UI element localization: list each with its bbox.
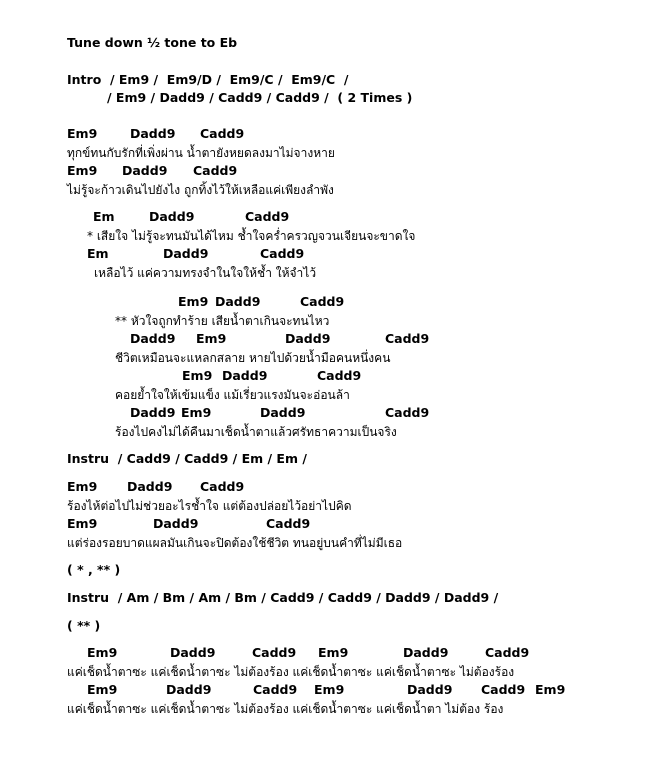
chord: Em9 [318, 645, 349, 660]
instrumental-1: Instru / Cadd9 / Cadd9 / Em / Em / [67, 451, 307, 466]
chord: Dadd9 [407, 682, 453, 697]
chord: Dadd9 [163, 246, 209, 261]
chord: Em9 [178, 294, 209, 309]
repeat-marker-1: ( * , ** ) [67, 562, 121, 577]
chord: Dadd9 [153, 516, 199, 531]
chord: Em [93, 209, 115, 224]
chord: Em9 [87, 645, 118, 660]
chord: Cadd9 [193, 163, 238, 178]
chord: Cadd9 [253, 682, 298, 697]
chord: Dadd9 [403, 645, 449, 660]
lyric-line: ชีวิตเหมือนจะแหลกสลาย หายไปด้วยน้ำมือคนหนึ่งคน [115, 351, 391, 365]
chord: Dadd9 [166, 682, 212, 697]
chord: Dadd9 [215, 294, 261, 309]
chord: Em9 [196, 331, 227, 346]
chord: Em [87, 246, 109, 261]
lyric-line: ร้องไปคงไม่ได้คืนมาเช็ดน้ำตาแล้วศรัทธาความเป็นจริง [115, 425, 397, 439]
chord: Cadd9 [385, 331, 430, 346]
lyric-line: แค่เช็ดน้ำตาซะ แค่เช็ดน้ำตาซะ ไม่ต้องร้อง แค่เช็ดน้ำตาซะ แค่เช็ดน้ำตา ไม่ต้อง ร้อง [67, 702, 504, 716]
chord: Dadd9 [260, 405, 306, 420]
instrumental-2: Instru / Am / Bm / Am / Bm / Cadd9 / Cadd9 / Dadd9 / Dadd9 / [67, 590, 499, 605]
lyric-line: คอยย้ำใจให้เข้มแข็ง แม้เรี่ยวแรงมันจะอ่อนล้า [115, 388, 350, 402]
lyric-line: ไม่รู้จะก้าวเดินไปยังไง ถูกทิ้งไว้ให้เหลือแค่เพียงลำพัง [67, 183, 334, 197]
tuning-note: Tune down ½ tone to Eb [67, 35, 238, 50]
chord: Dadd9 [149, 209, 195, 224]
chord: Em9 [535, 682, 566, 697]
intro-line-2: / Em9 / Dadd9 / Cadd9 / Cadd9 / ( 2 Times ) [107, 90, 413, 105]
chord: Dadd9 [127, 479, 173, 494]
lyric-line: ร้องไห้ต่อไปไม่ช่วยอะไรช้ำใจ แต่ต้องปล่อยไว้อย่าไปคิด [67, 499, 352, 513]
chord: Em9 [314, 682, 345, 697]
chord: Cadd9 [260, 246, 305, 261]
chord: Em9 [87, 682, 118, 697]
chord: Em9 [182, 368, 213, 383]
chord: Cadd9 [300, 294, 345, 309]
lyric-line: แต่ร่องรอยบาดแผลมันเกินจะปิดต้องใช้ชีวิต ทนอยู่บนคำที่ไม่มีเธอ [67, 536, 403, 550]
lyric-line: ** หัวใจถูกทำร้าย เสียน้ำตาเกินจะทนไหว [115, 314, 330, 328]
chord: Em9 [67, 516, 98, 531]
lyric-line: แค่เช็ดน้ำตาซะ แค่เช็ดน้ำตาซะ ไม่ต้องร้อง แค่เช็ดน้ำตาซะ แค่เช็ดน้ำตาซะ ไม่ต้องร้อง [67, 665, 515, 679]
lyric-line: เหลือไว้ แค่ความทรงจำในใจให้ช้ำ ให้จำไว้ [94, 266, 317, 280]
repeat-marker-2: ( ** ) [67, 618, 101, 633]
chord: Cadd9 [481, 682, 526, 697]
chord: Cadd9 [485, 645, 530, 660]
chord: Em9 [181, 405, 212, 420]
chord: Cadd9 [317, 368, 362, 383]
chord: Cadd9 [245, 209, 290, 224]
chord: Dadd9 [285, 331, 331, 346]
chord: Cadd9 [266, 516, 311, 531]
chord: Dadd9 [170, 645, 216, 660]
chord: Dadd9 [122, 163, 168, 178]
chord: Cadd9 [385, 405, 430, 420]
lyric-line: ทุกข์ทนกับรักที่เพิ่งผ่าน น้ำตายังหยดลงมาไม่จางหาย [67, 146, 335, 160]
chord: Em9 [67, 126, 98, 141]
lyric-line: * เสียใจ ไม่รู้จะทนมันได้ไหม ช้ำใจคร่ำครวญจวนเจียนจะขาดใจ [87, 229, 416, 243]
chord: Cadd9 [252, 645, 297, 660]
chord: Cadd9 [200, 479, 245, 494]
chord: Dadd9 [222, 368, 268, 383]
chord: Dadd9 [130, 405, 176, 420]
chord: Em9 [67, 479, 98, 494]
intro-line-1: Intro / Em9 / Em9/D / Em9/C / Em9/C / [67, 72, 349, 87]
chord: Em9 [67, 163, 98, 178]
chord: Dadd9 [130, 126, 176, 141]
chord: Cadd9 [200, 126, 245, 141]
chord: Dadd9 [130, 331, 176, 346]
